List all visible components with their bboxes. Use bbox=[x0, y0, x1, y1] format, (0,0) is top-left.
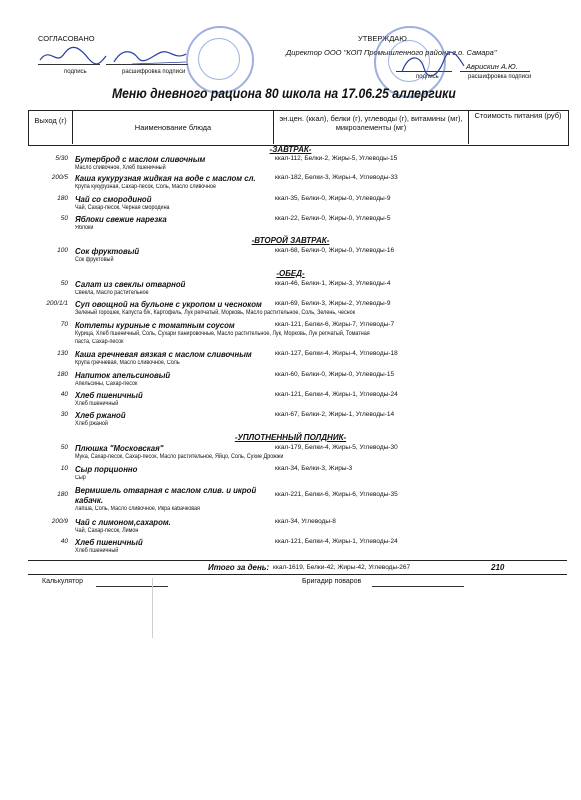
item-yield: 180 bbox=[57, 195, 68, 202]
item-name: Плюшка "Московская" bbox=[75, 443, 164, 453]
item-ingredients: Хлеб пшеничный bbox=[75, 548, 119, 554]
item-yield: 10 bbox=[60, 465, 68, 472]
section-title: -ЗАВТРАК- bbox=[269, 145, 312, 154]
calculator-signature-line bbox=[96, 586, 168, 587]
item-ingredients: Сок фруктовый bbox=[75, 257, 114, 263]
item-ingredients: Хлеб ржаной bbox=[75, 421, 108, 427]
item-name-cont: кабачк. bbox=[75, 495, 104, 505]
director-signature bbox=[398, 50, 468, 78]
brigadier-signature-line bbox=[372, 586, 464, 587]
total-bottom-divider bbox=[28, 574, 567, 575]
item-yield: 200/1/1 bbox=[46, 300, 68, 307]
item-yield: 5/30 bbox=[55, 155, 68, 162]
total-cost: 210 bbox=[491, 563, 505, 572]
brigadier-label: Бригадир поваров bbox=[302, 578, 362, 585]
item-name: Бутерброд с маслом сливочным bbox=[75, 154, 206, 164]
item-nutrition: ккал-69, Белки-3, Жиры-2, Углеводы-9 bbox=[275, 300, 391, 307]
item-nutrition: ккал-60, Белки-0, Жиры-0, Углеводы-15 bbox=[275, 371, 395, 378]
agreed-decode-caption: расшифровка подписи bbox=[122, 69, 186, 75]
item-yield: 180 bbox=[57, 491, 68, 498]
item-ingredients: Лапша, Соль, Масло сливочное, Икра кабачковая bbox=[75, 506, 200, 512]
col-divider-2 bbox=[273, 110, 274, 144]
calculator-label: Калькулятор bbox=[42, 578, 83, 585]
col-header-nutrition: эн.цен. (ккал), белки (г), углеводы (г), витамины (мг), микроэлементы (мг) bbox=[279, 114, 463, 132]
item-nutrition: ккал-34, Белки-3, Жиры-3 bbox=[275, 465, 353, 472]
item-yield: 200/9 bbox=[51, 518, 68, 525]
item-nutrition: ккал-221, Белки-6, Жиры-6, Углеводы-35 bbox=[275, 491, 398, 498]
approved-decode-caption: расшифровка подписи bbox=[468, 74, 532, 80]
item-ingredients: Крупа гречневая, Масло сливочное, Соль bbox=[75, 360, 180, 366]
item-nutrition: ккал-179, Белки-4, Жиры-5, Углеводы-30 bbox=[275, 444, 398, 451]
col-header-cost: Стоимость питания (руб) bbox=[474, 111, 562, 120]
item-name: Хлеб ржаной bbox=[75, 410, 126, 420]
item-nutrition: ккал-22, Белки-0, Жиры-0, Углеводы-5 bbox=[275, 215, 391, 222]
total-label: Итого за день: bbox=[208, 563, 270, 572]
item-nutrition: ккал-34, Углеводы-8 bbox=[275, 518, 336, 525]
item-ingredients: Яблоки bbox=[75, 225, 94, 231]
item-ingredients: Зеленый горошек, Капуста б/к, Картофель, Лук репчатый, Морковь, Масло растительное, Соль, Зелень, чеснок bbox=[75, 310, 355, 316]
col-header-yield: Выход (г) bbox=[34, 116, 67, 125]
agreed-label: СОГЛАСОВАНО bbox=[38, 34, 95, 43]
item-yield: 50 bbox=[60, 444, 68, 451]
agreed-sig-caption: подпись bbox=[64, 69, 87, 75]
item-name: Хлеб пшеничный bbox=[75, 390, 143, 400]
total-divider bbox=[28, 560, 567, 561]
item-ingredients: Апельсины, Сахар-песок bbox=[75, 381, 138, 387]
item-ingredients: Сыр bbox=[75, 475, 86, 481]
section-title: -ВТОРОЙ ЗАВТРАК- bbox=[251, 236, 330, 245]
item-nutrition: ккал-112, Белки-2, Жиры-5, Углеводы-15 bbox=[275, 155, 398, 162]
section-title: -УПЛОТНЕННЫЙ ПОЛДНИК- bbox=[234, 433, 347, 442]
item-yield: 40 bbox=[60, 538, 68, 545]
item-ingredients: Чай, Сахар-песок, Черная смородина bbox=[75, 205, 170, 211]
item-nutrition: ккал-67, Белки-2, Жиры-1, Углеводы-14 bbox=[275, 411, 395, 418]
total-nutrition: ккал-1619, Белки-42, Жиры-42, Углеводы-267 bbox=[273, 564, 411, 571]
item-name: Каша кукурузная жидкая на воде с маслом сл. bbox=[75, 173, 256, 183]
item-yield: 130 bbox=[57, 350, 68, 357]
item-name: Котлеты куриные с томатным соусом bbox=[75, 320, 235, 330]
item-name: Сок фруктовый bbox=[75, 246, 140, 256]
item-nutrition: ккал-182, Белки-3, Жиры-4, Углеводы-33 bbox=[275, 174, 398, 181]
director-position: Директор ООО "КОП Промышленного района г.о. Самара" bbox=[286, 48, 497, 57]
approved-label: УТВЕРЖДАЮ bbox=[358, 34, 407, 43]
school-stamp-inner bbox=[198, 38, 240, 80]
item-name: Хлеб пшеничный bbox=[75, 537, 143, 547]
item-nutrition: ккал-121, Белки-4, Жиры-1, Углеводы-24 bbox=[275, 391, 398, 398]
item-ingredients: Хлеб пшеничный bbox=[75, 401, 119, 407]
item-yield: 50 bbox=[60, 215, 68, 222]
item-yield: 30 bbox=[60, 411, 68, 418]
item-ingredients-cont: паста, Сахар-песок bbox=[75, 339, 124, 345]
item-ingredients: Масло сливочное, Хлеб пшеничный bbox=[75, 165, 166, 171]
item-name: Чай со смородиной bbox=[75, 194, 152, 204]
approved-decode-line bbox=[460, 71, 530, 72]
item-yield: 100 bbox=[57, 247, 68, 254]
agreed-signature bbox=[36, 44, 196, 70]
col-header-name: Наименование блюда bbox=[134, 123, 212, 132]
item-name: Напиток апельсиновый bbox=[75, 370, 171, 380]
item-ingredients: Свекла, Масло растительное bbox=[75, 290, 149, 296]
item-name: Каша гречневая вязкая с маслом сливочным bbox=[75, 349, 252, 359]
director-name: Аврискин А.Ю. bbox=[466, 62, 518, 71]
item-yield: 50 bbox=[60, 280, 68, 287]
item-yield: 70 bbox=[60, 321, 68, 328]
item-nutrition: ккал-121, Белки-4, Жиры-1, Углеводы-24 bbox=[275, 538, 398, 545]
page-title: Меню дневного рациона 80 школа на 17.06.25 аллергики bbox=[112, 86, 456, 101]
item-ingredients: Мука, Сахар-песок, Сахар-песок, Масло растительное, Яйцо, Соль, Сухие Дрожжи bbox=[75, 454, 284, 460]
item-ingredients: Крупа кукурузная, Сахар-песок, Соль, Масло сливочное bbox=[75, 184, 216, 190]
scan-artifact bbox=[152, 578, 153, 638]
item-yield: 200/5 bbox=[51, 174, 68, 181]
item-nutrition: ккал-121, Белки-6, Жиры-7, Углеводы-7 bbox=[275, 321, 395, 328]
item-name: Чай с лимоном,сахаром. bbox=[75, 517, 171, 527]
item-yield: 40 bbox=[60, 391, 68, 398]
item-yield: 180 bbox=[57, 371, 68, 378]
item-nutrition: ккал-68, Белки-0, Жиры-0, Углеводы-16 bbox=[275, 247, 395, 254]
item-ingredients: Чай, Сахар-песок, Лимон bbox=[75, 528, 139, 534]
item-name: Сыр порционно bbox=[75, 464, 138, 474]
item-nutrition: ккал-127, Белки-4, Жиры-4, Углеводы-18 bbox=[275, 350, 398, 357]
section-title: -ОБЕД- bbox=[276, 269, 305, 278]
item-name: Салат из свеклы отварной bbox=[75, 279, 186, 289]
item-ingredients: Курица, Хлеб пшеничный, Соль, Сухари панировочные, Масло растительное, Лук, Морковь, Лук репчатый, Томатная bbox=[75, 331, 370, 337]
item-name: Яблоки свежие нарезка bbox=[75, 214, 167, 224]
item-name: Вермишель отварная с маслом слив. и икрой bbox=[75, 485, 257, 495]
item-nutrition: ккал-35, Белки-0, Жиры-0, Углеводы-9 bbox=[275, 195, 391, 202]
approved-sig-caption: подпись bbox=[416, 74, 439, 80]
item-nutrition: ккал-46, Белки-1, Жиры-3, Углеводы-4 bbox=[275, 280, 391, 287]
item-name: Суп овощной на бульоне с укропом и чесноком bbox=[75, 299, 262, 309]
